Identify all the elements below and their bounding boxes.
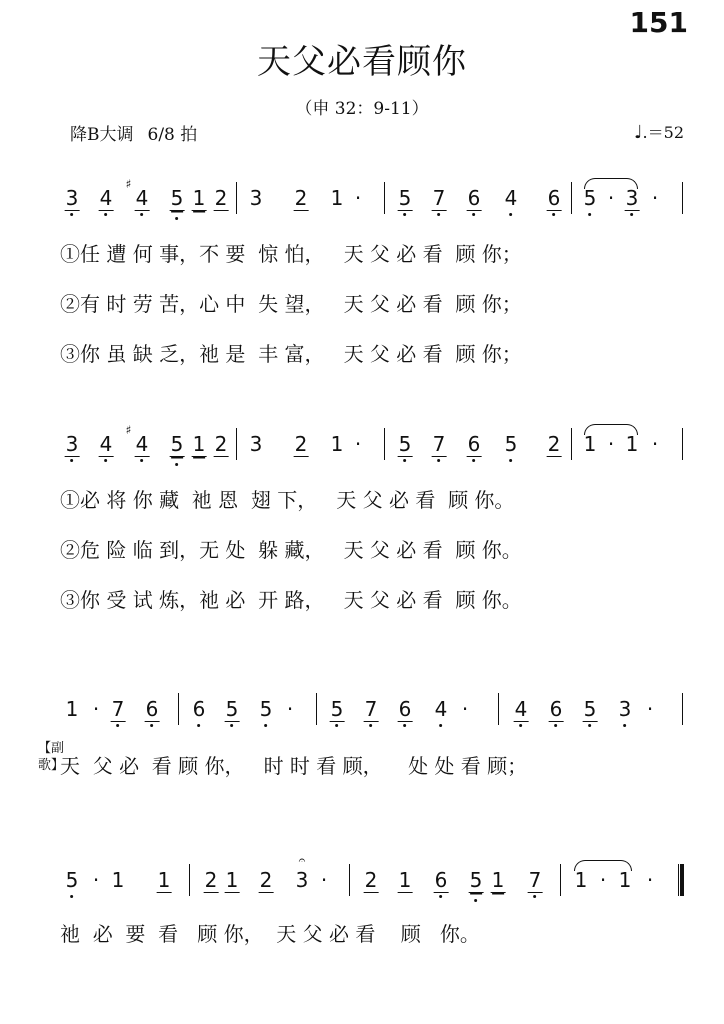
- bar-line: [682, 693, 683, 725]
- tempo-marking: [634, 120, 684, 143]
- lyric-final: 祂 必 要 看 顾 你， 天 父 必 看 顾 你。: [60, 922, 480, 946]
- note: 4: [99, 186, 114, 211]
- note: 1: [625, 432, 639, 456]
- note: 2: [547, 432, 561, 456]
- note: 6: [547, 186, 562, 211]
- bar-line: [236, 428, 237, 460]
- note: 5: [398, 432, 413, 457]
- note: 6: [467, 432, 482, 457]
- note: ♯ 4: [135, 186, 150, 211]
- augmentation-dot: ·: [599, 868, 607, 892]
- music-line-1: [0, 177, 724, 230]
- note: 2: [214, 432, 228, 456]
- note: 1: [491, 868, 505, 892]
- augmentation-dot: ·: [92, 868, 100, 892]
- note: 3: [625, 186, 640, 211]
- note: 4: [514, 697, 529, 722]
- augmentation-dot: ·: [92, 697, 100, 721]
- bar-line: [236, 182, 237, 214]
- note: 2: [259, 868, 273, 892]
- note: 1: [583, 432, 597, 456]
- augmentation-dot: ·: [646, 868, 654, 892]
- note: 4: [505, 186, 518, 210]
- augmentation-dot: ·: [286, 697, 294, 721]
- note: 5: [583, 697, 598, 722]
- bar-line: [316, 693, 317, 725]
- note: 5: [398, 186, 413, 211]
- note: 7: [111, 697, 126, 722]
- bar-line: [571, 428, 572, 460]
- augmentation-dot: ·: [354, 432, 362, 456]
- note: 6: [145, 697, 160, 722]
- quarter-note-icon: ♩: [634, 122, 643, 143]
- note: 3: [65, 186, 80, 211]
- note: 7: [364, 697, 379, 722]
- bar-line: [498, 693, 499, 725]
- sharp-icon: ♯: [125, 423, 132, 437]
- final-bar-line: [678, 864, 684, 896]
- lyric-verse-3: ③你 虽 缺 乏，祂 是 丰 富， 天 父 必 看 顾 你；: [60, 342, 522, 366]
- bar-line: [384, 428, 385, 460]
- page-number: 151: [629, 6, 688, 39]
- lyric-verse-3: ③你 受 试 炼，祂 必 开 路， 天 父 必 看 顾 你。: [60, 588, 522, 612]
- lyric-verse-1: ①任 遭 何 事，不 要 惊 怕， 天 父 必 看 顾 你；: [60, 242, 522, 266]
- note: 5: [170, 432, 185, 457]
- note: 1: [192, 186, 206, 210]
- note: 5: [225, 697, 240, 722]
- tempo-value: .＝52: [642, 123, 684, 142]
- song-title: 天父必看顾你: [257, 42, 467, 82]
- note: 3: [249, 432, 263, 456]
- note: 1: [111, 868, 125, 892]
- music-line-3: [0, 697, 724, 741]
- note: 𝄐 3: [295, 853, 309, 892]
- key-signature: 降B大调: [70, 125, 134, 145]
- note: 1: [225, 868, 239, 892]
- note: 3: [619, 697, 632, 721]
- note: 6: [193, 697, 206, 721]
- augmentation-dot: ·: [354, 186, 362, 210]
- bar-line: [349, 864, 350, 896]
- key-meter: [70, 120, 197, 145]
- note: 5: [66, 868, 79, 892]
- note: 7: [432, 186, 447, 211]
- sharp-icon: ♯: [125, 177, 132, 191]
- augmentation-dot: ·: [461, 697, 469, 721]
- note: 3: [249, 186, 263, 210]
- note: 1: [574, 868, 588, 892]
- note: 1: [157, 868, 171, 892]
- note: 5: [584, 186, 597, 210]
- note: 3: [65, 432, 80, 457]
- time-signature: 6/8 拍: [147, 125, 198, 145]
- note: 6: [434, 868, 449, 893]
- note: 4: [99, 432, 114, 457]
- note: 2: [214, 186, 228, 210]
- note: ♯ 4: [135, 432, 150, 457]
- bar-line: [571, 182, 572, 214]
- bar-line: [178, 693, 179, 725]
- bar-line: [682, 428, 683, 460]
- note: 2: [294, 186, 308, 210]
- bar-line: [682, 182, 683, 214]
- note: 5: [505, 432, 518, 456]
- note: 4: [435, 697, 448, 721]
- note: 2: [204, 868, 218, 892]
- fermata-icon: 𝄐: [298, 853, 306, 867]
- note: 5: [330, 697, 345, 722]
- note: 2: [294, 432, 308, 456]
- note: 7: [528, 868, 543, 893]
- note: 5: [260, 697, 273, 721]
- lyric-verse-2: ②有 时 劳 苦，心 中 失 望， 天 父 必 看 顾 你；: [60, 292, 522, 316]
- note: 1: [330, 432, 344, 456]
- augmentation-dot: ·: [651, 186, 659, 210]
- note: 1: [192, 432, 206, 456]
- note: 1: [330, 186, 344, 210]
- augmentation-dot: ·: [607, 186, 615, 210]
- note: 2: [364, 868, 378, 892]
- augmentation-dot: ·: [607, 432, 615, 456]
- music-line-4: [0, 853, 724, 912]
- lyric-chorus-1: 天 父 必 看 顾 你， 时 时 看 顾， 处 处 看 顾；: [60, 754, 528, 778]
- lyric-verse-2: ②危 险 临 到，无 处 躲 藏， 天 父 必 看 顾 你。: [60, 538, 522, 562]
- note: 6: [549, 697, 564, 722]
- bar-line: [384, 182, 385, 214]
- note: 1: [398, 868, 412, 892]
- augmentation-dot: ·: [646, 697, 654, 721]
- note: 6: [467, 186, 482, 211]
- bar-line: [560, 864, 561, 896]
- music-line-2: [0, 423, 724, 476]
- augmentation-dot: ·: [651, 432, 659, 456]
- note: 6: [398, 697, 413, 722]
- note: 1: [65, 697, 79, 721]
- note: 7: [432, 432, 447, 457]
- lyric-verse-1: ①必 将 你 藏 祂 恩 翅 下， 天 父 必 看 顾 你。: [60, 488, 515, 512]
- augmentation-dot: ·: [320, 868, 328, 892]
- chorus-label: 【副歌】: [38, 741, 65, 773]
- note: 5: [469, 868, 484, 893]
- note: 5: [170, 186, 185, 211]
- bar-line: [189, 864, 190, 896]
- scripture-reference: （申 32：9-11）: [295, 99, 429, 119]
- note: 1: [618, 868, 632, 892]
